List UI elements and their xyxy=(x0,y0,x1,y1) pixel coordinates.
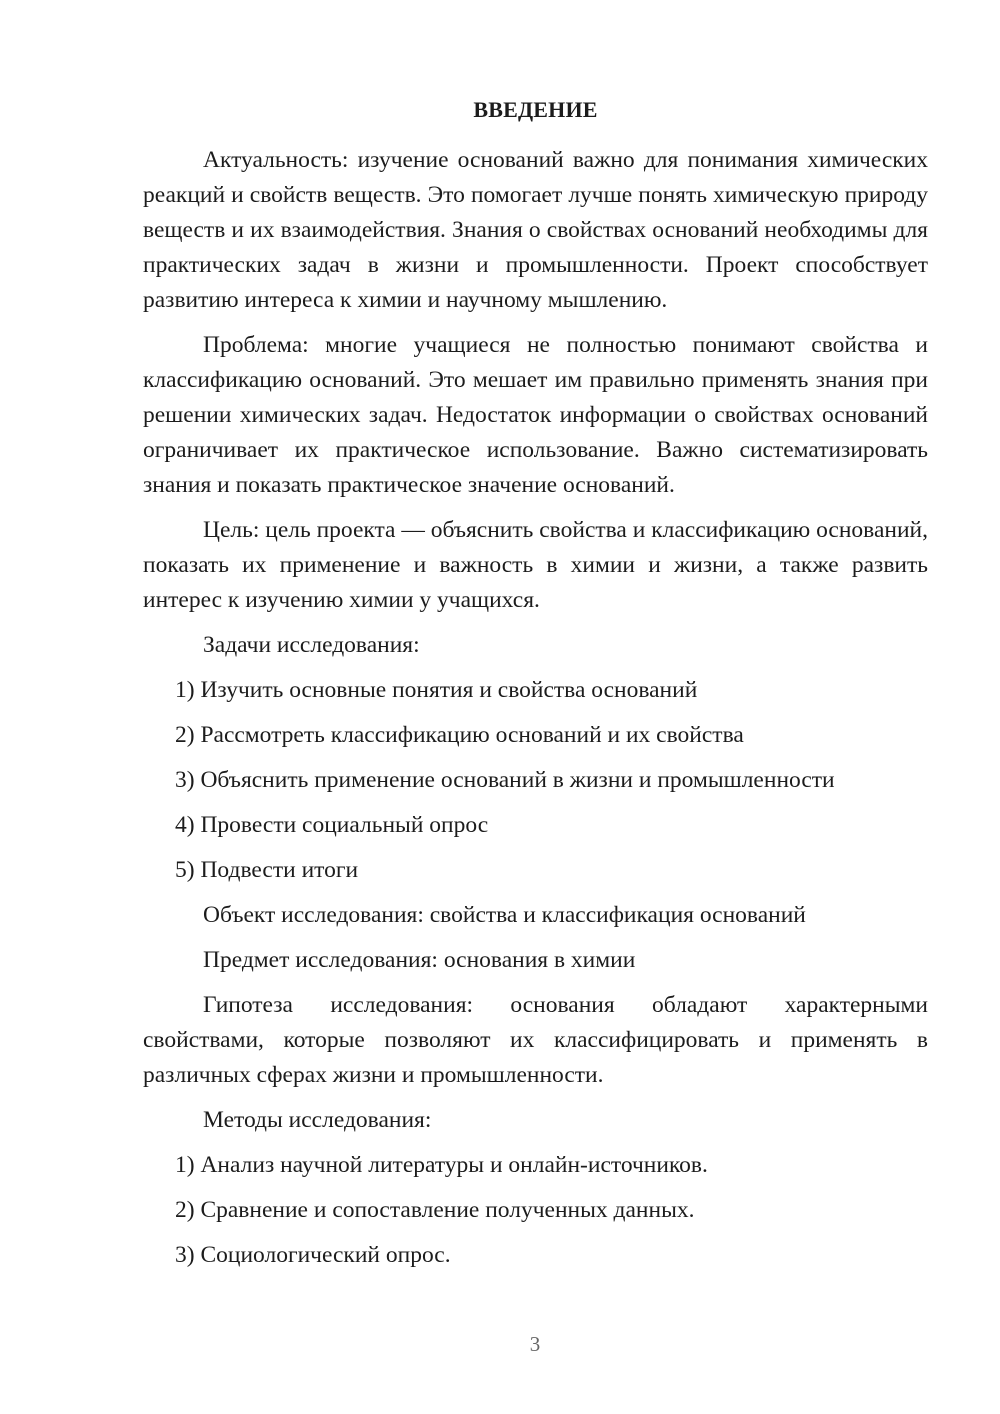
tasks-list xyxy=(143,673,928,888)
relevance-paragraph: Актуальность: изучение оснований важно для понимания химических реакций и свойств веществ. Это помогает лучше понять химическую природу веществ и их взаимодействия. Знания о свойствах оснований необходимы для практических задач в жизни и промышленности. Проект способствует развитию интереса к химии и научному мышлению. xyxy=(143,147,928,313)
method-item: 3) Социологический опрос. xyxy=(175,1242,451,1268)
page-title: ВВЕДЕНИЕ xyxy=(473,97,598,122)
document-page xyxy=(143,94,928,1283)
methods-heading: Методы исследования: xyxy=(203,1107,432,1133)
hypothesis-paragraph: Гипотеза исследования: основания обладают характерными свойствами, которые позволяют их классифицировать и применять в различных сферах жизни и промышленности. xyxy=(143,992,928,1088)
tasks-heading: Задачи исследования: xyxy=(203,632,420,658)
page-number: 3 xyxy=(529,1332,541,1356)
task-item: 2) Рассмотреть классификацию оснований и их свойства xyxy=(175,722,744,748)
task-item: 5) Подвести итоги xyxy=(175,857,359,883)
research-subject: Предмет исследования: основания в химии xyxy=(203,947,636,973)
task-item: 3) Объяснить применение оснований в жизни и промышленности xyxy=(175,767,835,793)
task-item: 1) Изучить основные понятия и свойства оснований xyxy=(175,677,698,703)
method-item: 2) Сравнение и сопоставление полученных данных. xyxy=(175,1197,695,1223)
methods-list xyxy=(143,1148,928,1273)
research-object: Объект исследования: свойства и классификация оснований xyxy=(203,902,806,928)
goal-paragraph: Цель: цель проекта — объяснить свойства и классификацию оснований, показать их применение и важность в химии и жизни, а также развить интерес к изучению химии у учащихся. xyxy=(143,517,928,613)
method-item: 1) Анализ научной литературы и онлайн-источников. xyxy=(175,1152,708,1178)
task-item: 4) Провести социальный опрос xyxy=(175,812,489,838)
problem-paragraph: Проблема: многие учащиеся не полностью понимают свойства и классификацию оснований. Это мешает им правильно применять знания при решении химических задач. Недостаток информации о свойствах оснований ограничивает их практическое использование. Важно систематизировать знания и показать практическое значение оснований. xyxy=(143,332,928,498)
